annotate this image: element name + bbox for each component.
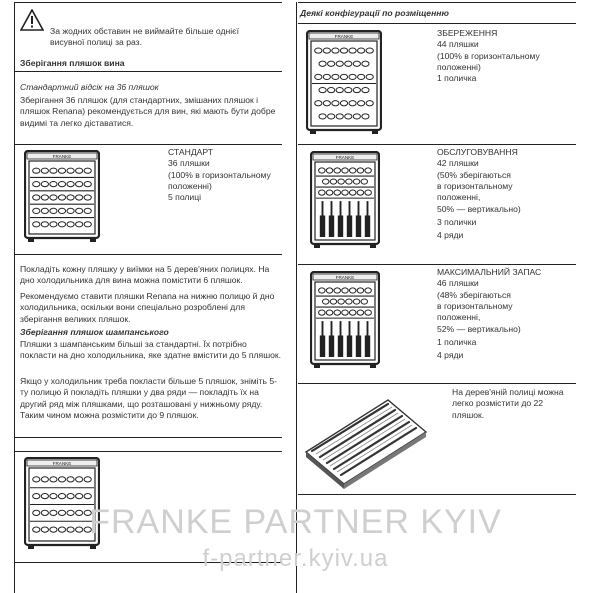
config2-line-1: 42 пляшки (437, 158, 479, 169)
fridge-standard-image (24, 150, 100, 243)
top-rule-left (14, 2, 282, 3)
config3-line-5: 52% — вертикально) (437, 323, 521, 334)
config1-block (437, 28, 540, 85)
section-title-rule (14, 71, 282, 72)
left-image-rule (14, 451, 282, 452)
standard-config-note-2: положенні) (168, 181, 212, 192)
right-heading: Деякі конфігурації по розміщенню (300, 8, 449, 18)
config3-line-7: 4 ряди (437, 350, 464, 361)
shelf-bottom-rule (298, 494, 576, 495)
config3-top-rule (298, 264, 576, 265)
config1-line-1: 44 пляшки (437, 39, 479, 50)
fridge-max-image (310, 271, 380, 369)
svg-text:FRANKE: FRANKE (52, 461, 72, 467)
config2-line-5: 50% — вертикально) (437, 203, 521, 214)
standard-config-title: СТАНДАРТ (168, 147, 213, 157)
paragraph-4: Якщо у холодильник треба покласти більше 5 пляшок, зніміть 5-ту полицю й покладіть пляшки у два ряди — покладіть їх на другий ряд між пляшками, що розташовані у нижньому ряду. Таким чином можна розмістити до 9 пляшок. (20, 376, 278, 421)
paragraph-2: Рекомендуємо ставити пляшки Renana на нижню полицю й дно холодильника, оскільки вони спеціально розроблені для зберігання великих пляшок. (20, 291, 275, 324)
watermark-url: f-partner.kyiv.ua (202, 545, 389, 572)
warning-text: За жодних обставин не виймайте більше однієї висувної полиці за раз. (50, 26, 239, 48)
config2-line-4: положенні, (437, 192, 481, 203)
config3-line-1: 46 пляшки (437, 278, 479, 289)
config3-line-4: положенні, (437, 312, 481, 323)
standard-config-shelves: 5 полиці (168, 192, 202, 203)
warning-icon (20, 9, 44, 31)
config2-line-6: 3 полички (437, 217, 477, 228)
paragraph-3: Пляшки з шампанським більші за стандартні. Їх потрібно покласти на дно холодильника, яке здатне вмістити до 5 пляшок. (20, 339, 282, 361)
config1-line-2: (100% в горизонтальному (437, 50, 540, 61)
config1-line-3: положенні) (437, 62, 481, 73)
standard-heading: Стандартний відсік на 36 пляшок (20, 82, 159, 92)
standard-config-note-1: (100% в горизонтальному (168, 169, 271, 180)
config2-top-rule (298, 144, 576, 145)
config3-line-6: 1 поличка (437, 337, 477, 348)
config2-line-2: (50% зберігаються (437, 169, 511, 180)
standard-text: Зберігання 36 пляшок (для стандартних, змішаних пляшок і пляшок Renana) рекомендується для вин, які мають бути добре видимі та легко діставатися. (20, 95, 276, 128)
svg-text:FRANKE: FRANKE (335, 155, 355, 161)
config2-line-7: 4 ряди (437, 230, 464, 241)
config1-line-4: 1 поличка (437, 73, 477, 84)
section-title: Зберігання пляшок вина (20, 58, 125, 68)
config2-line-3: в горизонтальному (437, 181, 513, 192)
config3-line-3: в горизонтальному (437, 301, 513, 312)
fridge-service-image (310, 151, 380, 249)
standard-bottom-rule (14, 254, 282, 255)
config1-top-rule (298, 23, 576, 24)
champagne-heading: Зберігання пляшок шампанського (20, 327, 169, 337)
fridge-storage-image (306, 30, 382, 135)
standard-config (168, 147, 271, 204)
svg-text:FRANKE: FRANKE (335, 275, 355, 281)
config3-block (437, 267, 541, 362)
config3-line-2: (48% зберігаються (437, 289, 511, 300)
config2-title: ОБСЛУГОВУВАННЯ (437, 147, 518, 157)
shelf-caption: На дерев'яній полиці можна легко розмістити до 22 пляшок. (452, 387, 564, 420)
standard-top-rule (14, 144, 282, 145)
config1-title: ЗБЕРЕЖЕННЯ (437, 28, 498, 38)
left-lower-rule (14, 437, 282, 438)
wooden-shelf-image (300, 390, 430, 492)
watermark-title: FRANKE PARTNER KYIV (89, 503, 502, 541)
config3-title: МАКСИМАЛЬНИЙ ЗАПАС (437, 267, 542, 277)
standard-config-count: 36 пляшки (168, 158, 210, 169)
paragraph-1: Покладіть кожну пляшку у виїмки на 5 дерев'яних полицях. На дно холодильника для вина можна помістити 6 пляшок. (20, 264, 270, 286)
config2-block (437, 147, 521, 242)
top-rule-right (298, 2, 576, 3)
shelf-top-rule (298, 383, 576, 384)
svg-text:FRANKE: FRANKE (52, 154, 72, 160)
svg-text:FRANKE: FRANKE (334, 34, 354, 40)
